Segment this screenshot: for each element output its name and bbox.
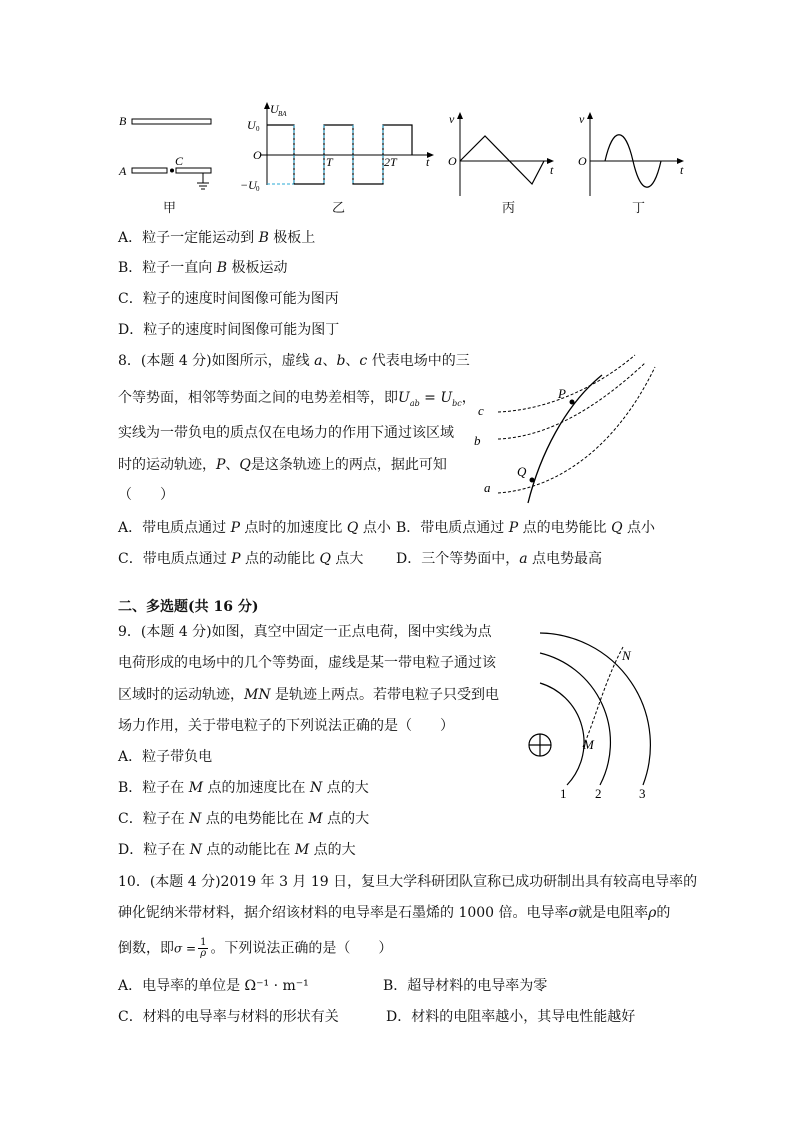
label-p: P [558,386,566,401]
q8-option-b[interactable]: B．带电质点通过 P 点的电势能比 Q 点小 [396,520,656,536]
equipotential-3 [540,633,650,785]
label-b: b [474,433,481,448]
q10-option-d[interactable]: D．材料的电阻率越小，其导电性能越好 [386,1009,636,1025]
q9-stem-2: 电荷形成的电场中的几个等势面，虚线是某一带电粒子通过该 [118,655,496,671]
ylabel: U [270,102,279,116]
label-c: c [478,403,484,418]
label-c: C [175,154,184,168]
q8-figure [470,345,670,505]
q10-option-a[interactable]: A．电导率的单位是 Ω⁻¹ · m⁻¹ [118,978,309,994]
label-b: B [119,114,127,128]
equipotential-1 [540,683,584,785]
neg-u0-label: −U [240,178,257,192]
fraction: $\frac{1}{\rho}$ [200,937,207,959]
q7-option-a[interactable]: A．粒子一定能运动到 B 极板上 [118,230,316,246]
t-label-T: T [326,155,333,169]
q9-option-d[interactable]: D．粒子在 N 点的动能比在 M 点的大 [118,842,356,858]
o-label: O [578,154,587,168]
q9-figure [505,625,680,803]
point-c [170,169,174,173]
figure-yi [240,100,440,195]
label-m: M [583,737,594,752]
ylabel-sub: BA [278,110,287,118]
t-label-2T: 2T [384,155,397,169]
q9-option-a[interactable]: A．粒子带负电 [118,749,213,765]
q10-option-c[interactable]: C．材料的电导率与材料的形状有关 [118,1009,339,1025]
v-arrow [457,112,463,119]
q9-stem-3: 区域时的运动轨迹，MN 是轨迹上两点。若带电粒子只受到电 [118,687,500,703]
q7-option-b[interactable]: B．粒子一直向 B 极板运动 [118,260,288,276]
o-label: O [448,154,457,168]
point-q [530,478,535,483]
origin-label: O [253,148,262,162]
q9-stem-4: 场力作用，关于带电粒子的下列说法正确的是（ ） [118,718,454,734]
caption-jia: 甲 [163,201,177,216]
q8-option-c[interactable]: C．带电质点通过 P 点的动能比 Q 点大 [118,551,364,567]
v-label: v [579,112,585,126]
q8-stem-4: 时的运动轨迹，P、Q是这条轨迹上的两点，据此可知 [118,457,447,473]
point-p [570,400,575,405]
label-a: A [119,164,127,178]
v-arrow [587,112,593,119]
q8-stem-1: 8．(本题 4 分)如图所示，虚线 a、b、c 代表电场中的三 [118,353,470,369]
triangle-wave [460,136,544,184]
q8-option-d[interactable]: D．三个等势面中，a 点电势最高 [396,551,603,567]
q8-stem-3: 实线为一带负电的质点仅在电场力的作用下通过该区域 [118,425,454,441]
label-1: 1 [560,786,567,801]
trajectory [583,647,623,747]
equipotential-c [498,355,635,412]
plate-a-left [132,168,167,173]
neg-u0-sub: 0 [256,185,260,193]
q9-option-c[interactable]: C．粒子在 N 点的电势能比在 M 点的大 [118,811,370,827]
t-label: t [680,163,684,177]
q10-stem-1: 10．(本题 4 分)2019 年 3 月 19 日，复旦大学科研团队宣称已成功研制出具有较高电导率的 [118,874,698,890]
figure-ding [575,108,700,198]
t-label: t [426,155,430,169]
q7-option-c[interactable]: C．粒子的速度时间图像可能为图丙 [118,291,339,307]
label-n: N [622,648,631,663]
q10-stem-2: 砷化铌纳米带材料，据介绍该材料的电导率是石墨烯的 1000 倍。电导率σ就是电阻率ρ的 [118,905,671,921]
q8-answer-blank: （ ） [118,487,174,503]
q10-stem-3: 倒数，即σ = $\frac{1}{\rho}$ 。下列说法正确的是（ ） [118,937,393,959]
caption-yi: 乙 [332,201,346,216]
q9-option-b[interactable]: B．粒子在 M 点的加速度比在 N 点的大 [118,780,369,796]
caption-ding: 丁 [632,201,646,216]
equipotential-2 [540,653,610,785]
u0-sub: 0 [256,125,260,133]
label-2: 2 [595,786,602,801]
q8-stem-2: 个等势面，相邻等势面之间的电势差相等，即$U_{ab} = U_{bc}$， [118,390,476,408]
figure-bing [445,108,570,198]
t-label: t [550,163,554,177]
q10-option-b[interactable]: B．超导材料的电导率为零 [383,978,548,994]
label-a: a [484,480,491,495]
figure-jia [115,108,225,193]
label-3: 3 [639,786,646,801]
u0-label: U [247,118,256,132]
plate-b [132,119,211,124]
q8-option-a[interactable]: A．带电质点通过 P 点时的加速度比 Q 点小 [118,520,391,536]
caption-bing: 丙 [502,201,516,216]
v-label: v [449,112,455,126]
section-heading: 二、多选题(共 16 分) [118,599,259,615]
label-q: Q [517,464,527,479]
plate-a-right [176,168,211,173]
q9-stem-1: 9．(本题 4 分)如图，真空中固定一正点电荷，图中实线为点 [118,624,492,640]
q7-option-d[interactable]: D．粒子的速度时间图像可能为图丁 [118,322,340,338]
